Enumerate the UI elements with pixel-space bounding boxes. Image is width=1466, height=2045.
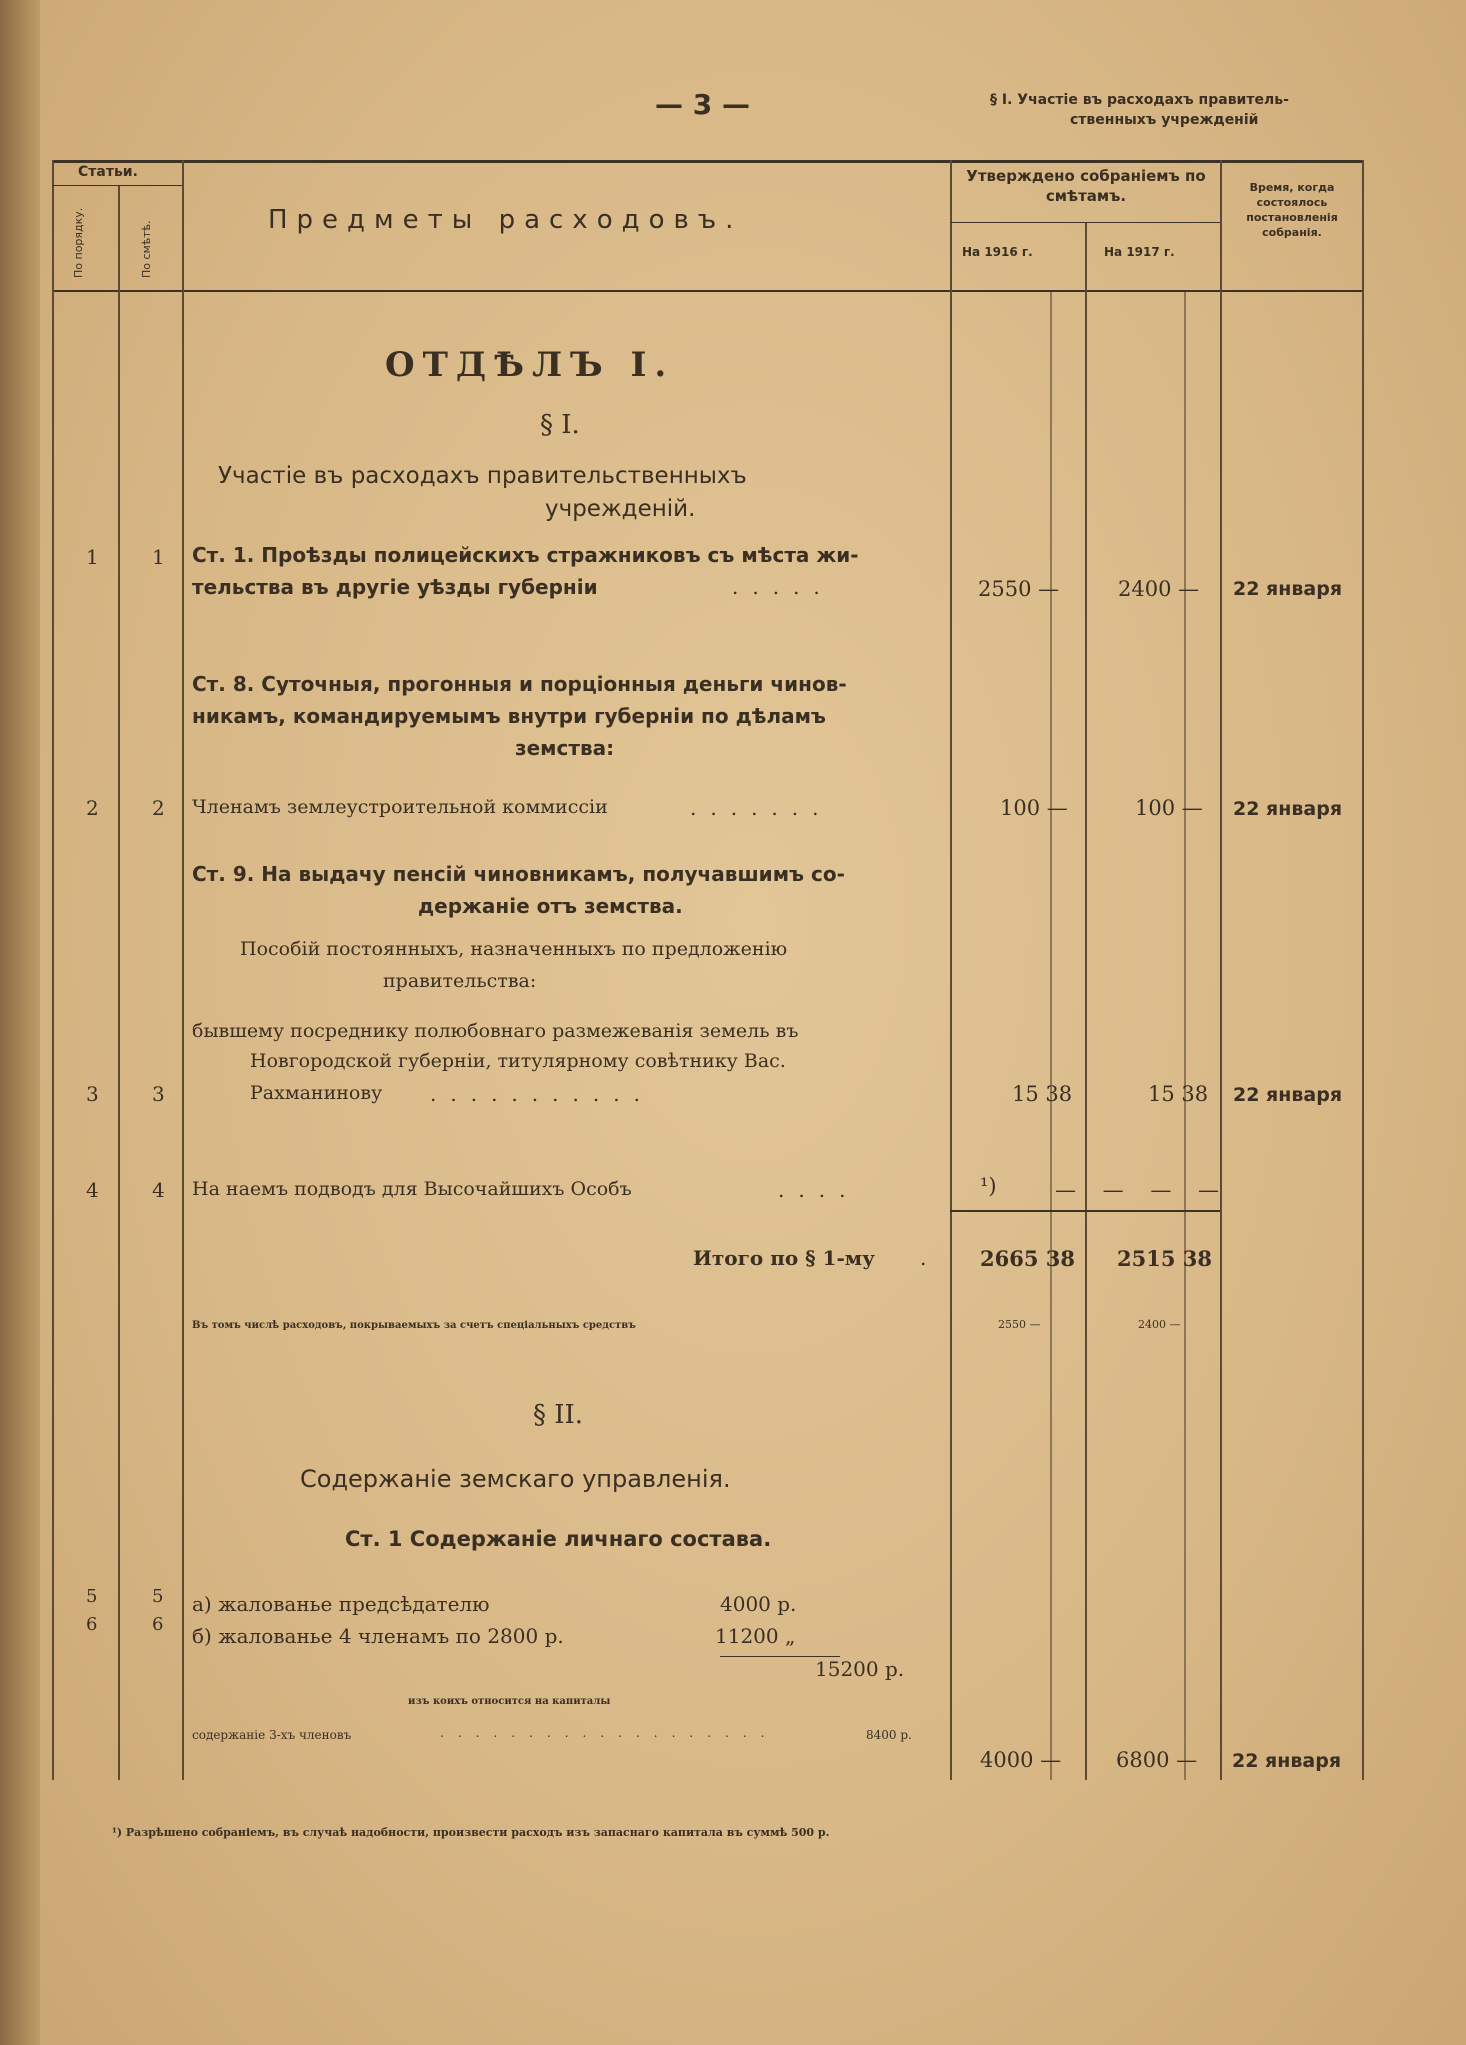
header-vremya: Время, когда состоялось постановленія собранія. [1246, 181, 1338, 239]
vtom-1916: 2550 — [998, 1318, 1041, 1331]
row2-1916: 100 — [1000, 796, 1068, 820]
row1-date: 22 января [1233, 578, 1343, 600]
row4-n1: 4 [86, 1178, 99, 1202]
col-line-5 [1220, 160, 1222, 1780]
soderzh-text: содержаніе 3-хъ членовъ [192, 1728, 352, 1742]
header-utverzhdeno: Утверждено собраніемъ по смѣтамъ. [966, 167, 1206, 205]
row5-text: а) жалованье предсѣдателю [192, 1592, 490, 1616]
row3-1916: 15 38 [1012, 1082, 1073, 1106]
row2-date: 22 января [1233, 798, 1343, 820]
header-year-1917: На 1917 г. [1104, 245, 1175, 259]
paragraph-1-title-line1: Участіе въ расходахъ правительственныхъ [218, 463, 747, 489]
row4-footnote-mark: ¹) [980, 1174, 997, 1198]
stati-rule [52, 185, 182, 186]
col-line-4 [1085, 222, 1087, 1780]
st9-line1: Ст. 9. На выдачу пенсій чиновникамъ, получавшимъ со- [192, 862, 845, 886]
row3-text-line3: Рахманинову [250, 1082, 383, 1104]
st8-line3: земства: [515, 736, 615, 760]
row1-text-line2: тельства въ другіе уѣзды губерніи [192, 575, 598, 599]
row6-n2: 6 [152, 1614, 164, 1635]
paragraph-2-heading: § II. [533, 1400, 584, 1430]
posobiy-line2: правительства: [383, 970, 537, 992]
row3-text-line2: Новгородской губерніи, титулярному совѣтнику Вас. [250, 1050, 786, 1072]
st9-line2: держаніе отъ земства. [418, 894, 683, 918]
col-line-right [1362, 160, 1364, 1780]
paragraph-1-heading: § I. [540, 410, 580, 440]
st8-line2: никамъ, командируемымъ внутри губерніи по дѣламъ [192, 704, 826, 728]
row1-1917: 2400 — [1118, 577, 1200, 601]
row5-n1: 5 [86, 1586, 98, 1607]
st1-title: Ст. 1 Содержаніе личнаго состава. [345, 1527, 772, 1551]
itogo-1916: 2665 38 [980, 1246, 1075, 1271]
header-stati: Статьи. [78, 164, 138, 180]
row56-date: 22 января [1232, 1750, 1342, 1772]
st8-line1: Ст. 8. Суточныя, прогонныя и порціонныя деньги чинов- [192, 672, 847, 696]
years-rule [950, 222, 1220, 223]
row6-amount: 11200 „ [715, 1624, 796, 1648]
soderzh-amount: 8400 р. [866, 1728, 912, 1742]
running-title-line1: § I. Участіе въ расходахъ правитель- [990, 92, 1289, 108]
itogo-label: Итого по § 1-му [693, 1246, 875, 1270]
row4-dashes: — — — — [1055, 1178, 1230, 1202]
col-line-1 [118, 185, 120, 1780]
vtom-text: Въ томъ числѣ расходовъ, покрываемыхъ за счетъ спеціальныхъ средствъ [192, 1320, 636, 1331]
posobiy-line1: Пособій постоянныхъ, назначенныхъ по предложенію [240, 938, 788, 960]
paragraph-2-title: Содержаніе земскаго управленія. [300, 1465, 731, 1493]
row1-dots: ..... [732, 575, 834, 599]
row3-text-line1: бывшему посреднику полюбовнаго размежеванія земель въ [192, 1020, 799, 1042]
row1-n2: 1 [152, 545, 165, 569]
row1-n1: 1 [86, 545, 99, 569]
col-line-3 [950, 160, 952, 1780]
row5-n2: 5 [152, 1586, 164, 1607]
row3-1917: 15 38 [1148, 1082, 1209, 1106]
row4-text: На наемъ подводъ для Высочайшихъ Особъ [192, 1178, 632, 1200]
row4-dots: .... [778, 1178, 860, 1202]
row2-1917: 100 — [1135, 796, 1203, 820]
col-line-cents-1916 [1050, 292, 1052, 1780]
header-po-smete: По смѣтѣ. [140, 220, 153, 278]
header-predmety: Предметы расходовъ. [268, 205, 743, 235]
row2-n1: 2 [86, 796, 99, 820]
otdel-heading: ОТДѢЛЪ I. [385, 345, 675, 385]
row2-text: Членамъ землеустроительной коммиссіи [192, 796, 608, 818]
row4-n2: 4 [152, 1178, 165, 1202]
itogo-1917: 2515 38 [1117, 1246, 1212, 1271]
row2-dots: ....... [690, 796, 833, 820]
row2-n2: 2 [152, 796, 165, 820]
row1-1916: 2550 — [978, 577, 1060, 601]
row56-1916: 4000 — [980, 1748, 1062, 1772]
vtom-1917: 2400 — [1138, 1318, 1181, 1331]
row56-1917: 6800 — [1116, 1748, 1198, 1772]
header-bottom-rule [52, 290, 1364, 292]
table-top-rule [52, 160, 1364, 163]
running-title-line2: ственныхъ учрежденій [1070, 112, 1259, 128]
row1-text-line1: Ст. 1. Проѣзды полицейскихъ стражниковъ съ мѣста жи- [192, 543, 859, 567]
footnote: ¹) Разрѣшено собраніемъ, въ случаѣ надобности, произвести расходъ изъ запаснаго капитала въ суммѣ 500 р. [112, 1826, 830, 1839]
subtotal-amount: 15200 р. [815, 1657, 905, 1681]
col-line-cents-1917 [1184, 292, 1186, 1780]
col-line-left [52, 160, 54, 1780]
soderzh-dots: ................... [440, 1726, 779, 1740]
row3-date: 22 января [1233, 1084, 1343, 1106]
row5-amount: 4000 р. [720, 1592, 797, 1616]
row3-dots: ........... [430, 1082, 654, 1106]
header-year-1916: На 1916 г. [962, 245, 1033, 259]
row6-n1: 6 [86, 1614, 98, 1635]
row3-n1: 3 [86, 1082, 99, 1106]
row3-n2: 3 [152, 1082, 165, 1106]
iz-nih-text: изъ коихъ относится на капиталы [408, 1696, 611, 1707]
col-line-2 [182, 160, 184, 1780]
header-po-poryadku: По порядку. [72, 207, 85, 278]
itogo-dot: . [920, 1246, 927, 1270]
row6-text: б) жалованье 4 членамъ по 2800 р. [192, 1624, 564, 1648]
total-rule [950, 1210, 1220, 1212]
paragraph-1-title-line2: учрежденій. [545, 496, 696, 522]
page-number: — 3 — [655, 88, 750, 121]
